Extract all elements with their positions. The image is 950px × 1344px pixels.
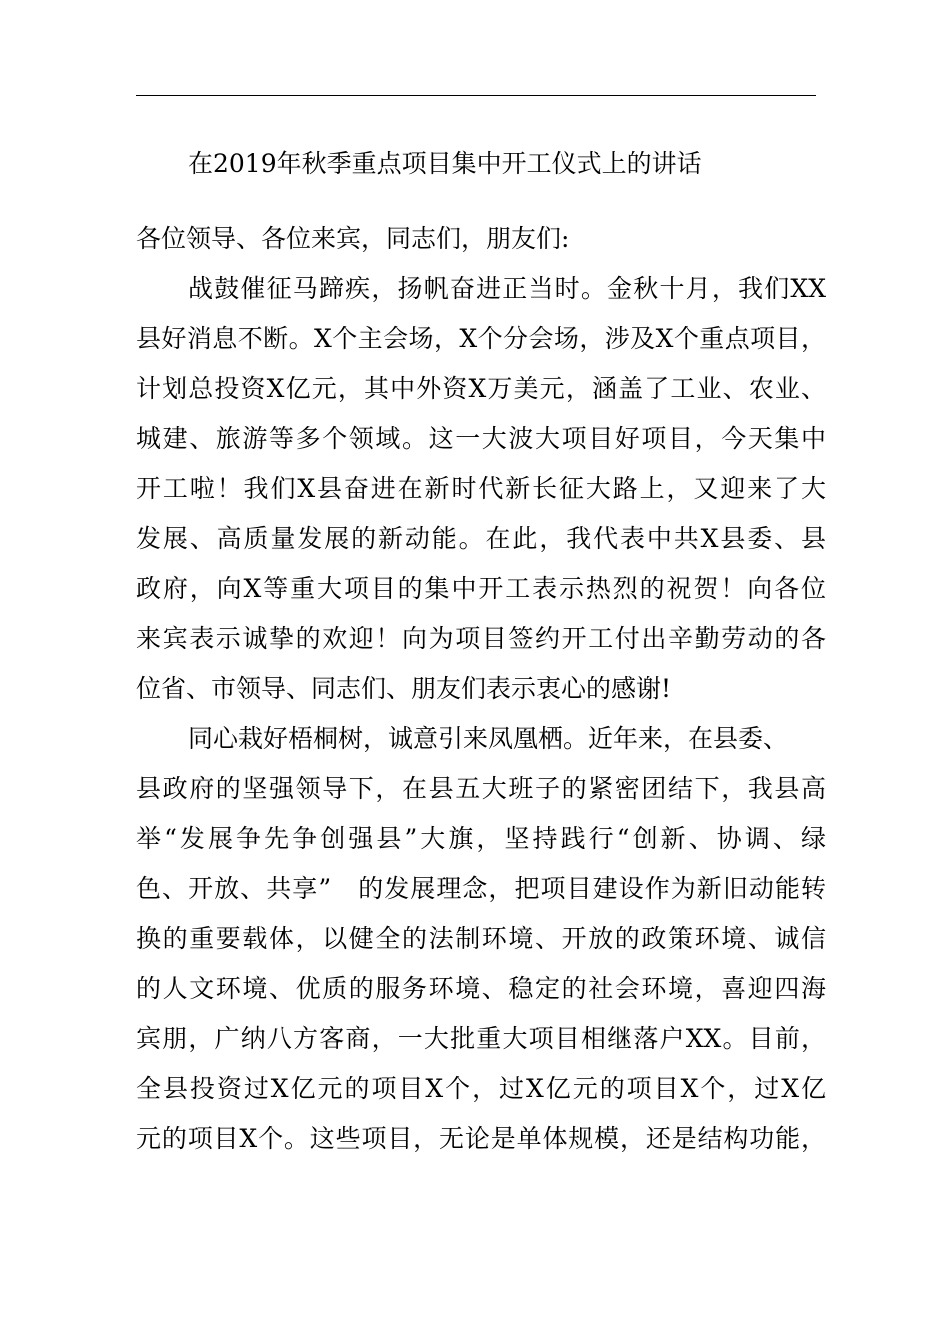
paragraph-1-line: 发展、高质量发展的新动能。在此，我代表中共X县委、县 [136,524,826,553]
paragraph-1-line: 战鼓催征马蹄疾，扬帆奋进正当时。金秋十月，我们XX [188,274,826,303]
paragraph-1-line: 来宾表示诚挚的欢迎！向为项目签约开工付出辛勤劳动的各 [136,624,826,653]
paragraph-1-line: 城建、旅游等多个领域。这一大波大项目好项目，今天集中 [136,424,826,453]
paragraph-1-line: 县好消息不断。X个主会场，X个分会场，涉及X个重点项目， [136,324,826,353]
header-rule [136,95,816,96]
paragraph-1-line: 位省、市领导、同志们、朋友们表示衷心的感谢! [136,674,672,703]
paragraph-2-line: 元的项目X个。这些项目，无论是单体规模，还是结构功能， [136,1124,826,1153]
paragraph-2-line: 同心栽好梧桐树，诚意引来凤凰栖。近年来，在县委、 [188,724,789,753]
paragraph-2-line: 举“发展争先争创强县”大旗，坚持践行“创新、协调、绿 [136,824,826,853]
document-body [136,219,826,1169]
paragraph-2-line: 换的重要载体，以健全的法制环境、开放的政策环境、诚信 [136,924,826,953]
paragraph-2-line: 宾朋，广纳八方客商，一大批重大项目相继落户XX。目前， [136,1024,826,1053]
paragraph-1-line: 开工啦！我们X县奋进在新时代新长征大路上，又迎来了大 [136,474,826,503]
paragraph-2-line: 全县投资过X亿元的项目X个，过X亿元的项目X个，过X亿 [136,1074,826,1103]
paragraph-2-line: 县政府的坚强领导下，在县五大班子的紧密团结下，我县高 [136,774,826,803]
paragraph-1-line: 政府，向X等重大项目的集中开工表示热烈的祝贺！向各位 [136,574,826,603]
paragraph-1-line: 计划总投资X亿元，其中外资X万美元，涵盖了工业、农业、 [136,374,826,403]
paragraph-2-line: 色、开放、共享” 的发展理念，把项目建设作为新旧动能转 [136,874,826,903]
document-title: 在2019年秋季重点项目集中开工仪式上的讲话 [188,149,702,178]
salutation-line: 各位领导、各位来宾，同志们，朋友们: [136,224,570,253]
paragraph-2-line: 的人文环境、优质的服务环境、稳定的社会环境，喜迎四海 [136,974,826,1003]
